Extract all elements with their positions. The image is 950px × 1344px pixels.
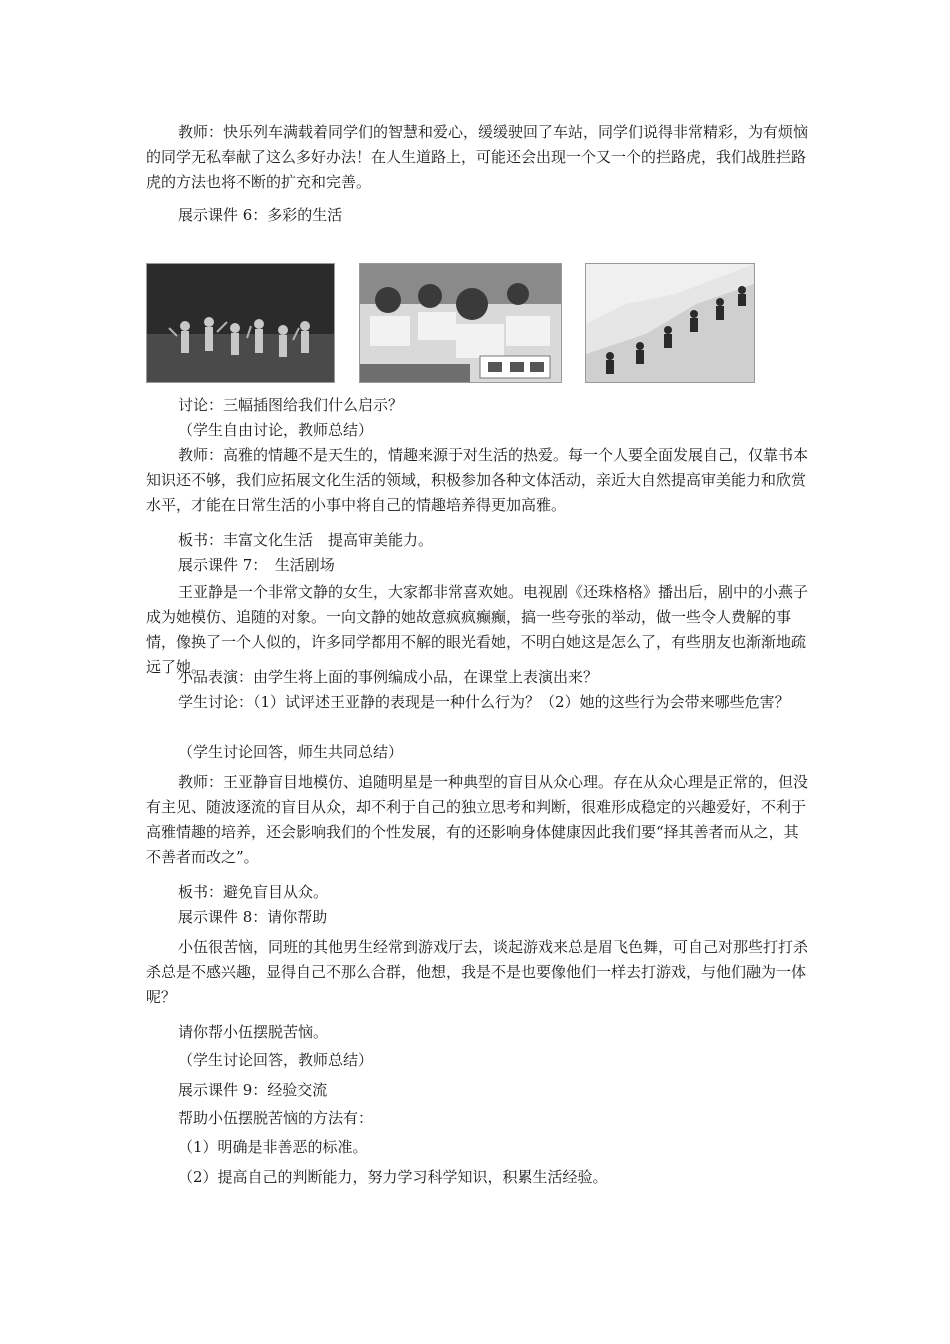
paragraph-method-2: （2）提高自己的判断能力，努力学习科学知识，积累生活经验。 xyxy=(178,1168,608,1186)
paragraph-courseware-9: 展示课件 9：经验交流 xyxy=(178,1081,328,1099)
paragraph-courseware-8: 展示课件 8：请你帮助 xyxy=(178,908,328,926)
paragraph-help-xiao-wu: 请你帮小伍摆脱苦恼。 xyxy=(178,1023,329,1041)
paragraph-courseware-7: 展示课件 7： 生活剧场 xyxy=(178,556,335,574)
mountain-climbing-photo xyxy=(585,263,755,383)
paragraph-teacher-happy-train: 教师：快乐列车满载着同学们的智慧和爱心，缓缓驶回了车站，同学们说得非常精彩，为有烦恼的同学无私奉献了这么多好办法！在人生道路上，可能还会出现一个又一个的拦路虎，我们战胜拦路虎的方法也将不断的扩充和完善。 xyxy=(146,123,809,191)
paragraph-methods-intro: 帮助小伍摆脱苦恼的方法有： xyxy=(178,1109,374,1127)
paragraph-student-discussion: 学生讨论：（1）试评述王亚静的表现是一种什么行为？（2）她的这些行为会带来哪些危害？ xyxy=(178,693,790,711)
dance-photo xyxy=(146,263,335,383)
paragraph-board-conformity: 板书：避免盲目从众。 xyxy=(178,883,329,901)
paragraph-teacher-elegant-taste: 教师：高雅的情趣不是天生的，情趣来源于对生活的热爱。每一个人要全面发展自己，仅靠书本知识还不够，我们应拓展文化生活的领域，积极参加各种文体活动，亲近大自然提高审美能力和欣赏水平，才能在日常生活的小事中将自己的情趣培养得更加高雅。 xyxy=(146,446,809,514)
paragraph-summary-2: （学生讨论回答，教师总结） xyxy=(178,1051,374,1069)
paragraph-wang-yajing: 王亚静是一个非常文静的女生，大家都非常喜欢她。电视剧《还珠格格》播出后，剧中的小燕子成为她模仿、追随的对象。一向文静的她故意疯疯癫癫，搞一些夸张的举动，做一些令人费解的事情，像换了一个人似的，许多同学都用不解的眼光看她，不明白她这是怎么了，有些朋友也渐渐地疏远了她。 xyxy=(146,583,809,676)
paragraph-summary-1: （学生讨论回答，师生共同总结） xyxy=(178,743,404,761)
paragraph-discussion: 讨论：三幅插图给我们什么启示？ xyxy=(178,396,404,414)
paragraph-method-1: （1）明确是非善恶的标准。 xyxy=(178,1138,368,1156)
paragraph-skit: 小品表演：由学生将上面的事例编成小品，在课堂上表演出来？ xyxy=(178,668,599,686)
paragraph-board-culture: 板书：丰富文化生活 提高审美能力。 xyxy=(178,531,434,549)
paragraph-free-discussion: （学生自由讨论，教师总结） xyxy=(178,421,374,439)
paragraph-courseware-6: 展示课件 6：多彩的生活 xyxy=(178,206,343,224)
paragraph-teacher-conformity: 教师：王亚静盲目地模仿、追随明星是一种典型的盲目从众心理。存在从众心理是正常的，但没有主见、随波逐流的盲目从众，却不利于自己的独立思考和判断，很难形成稳定的兴趣爱好，不利于高雅情趣的培养，还会影响我们的个性发展，有的还影响身体健康因此我们要“择其善者而从之，其不善者而改之”。 xyxy=(146,773,809,866)
classroom-drawing-photo xyxy=(359,263,562,383)
paragraph-xiao-wu: 小伍很苦恼，同班的其他男生经常到游戏厅去，谈起游戏来总是眉飞色舞，可自己对那些打打杀杀总是不感兴趣，显得自己不那么合群，他想，我是不是也要像他们一样去打游戏，与他们融为一体呢？ xyxy=(146,938,809,1006)
